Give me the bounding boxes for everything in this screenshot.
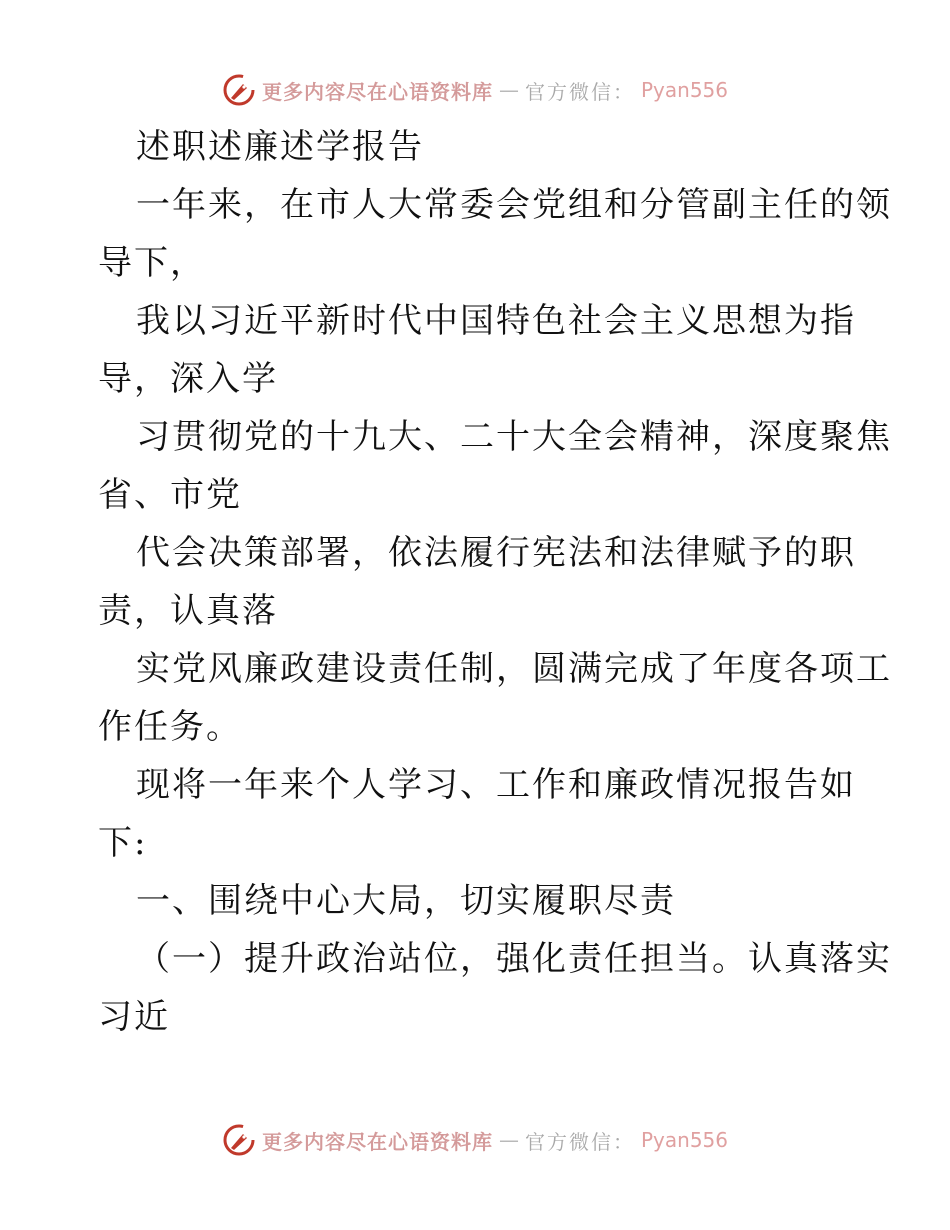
section-heading: 一、围绕中心大局，切实履职尽责 <box>136 881 676 921</box>
paragraph-line: 习近 <box>98 997 170 1037</box>
paragraph-line: 我以习近平新时代中国特色社会主义思想为指 <box>136 301 856 341</box>
footer-watermark <box>0 1120 950 1160</box>
paragraph-line: 导下， <box>98 243 206 283</box>
pen-nib-logo-icon <box>222 1123 256 1157</box>
paragraph-line: 省、市党 <box>98 475 242 515</box>
paragraph-line: 代会决策部署，依法履行宪法和法律赋予的职 <box>136 533 856 573</box>
watermark-separator: — <box>498 78 519 102</box>
watermark-separator: — <box>498 1128 519 1152</box>
paragraph-line: 导，深入学 <box>98 359 278 399</box>
document-body <box>98 118 892 1046</box>
paragraph-line: 现将一年来个人学习、工作和廉政情况报告如 <box>136 765 856 805</box>
paragraph-line: 实党风廉政建设责任制，圆满完成了年度各项工 <box>136 649 892 689</box>
watermark-wechat-id: Pyan556 <box>640 78 728 102</box>
pen-nib-logo-icon <box>222 73 256 107</box>
watermark-official-label: 官方微信： <box>524 79 635 104</box>
watermark-official-label: 官方微信： <box>524 1129 635 1154</box>
paragraph-line: （一）提升政治站位，强化责任担当。认真落实 <box>136 939 892 979</box>
paragraph-line: 下: <box>98 823 148 863</box>
paragraph-line: 习贯彻党的十九大、二十大全会精神，深度聚焦 <box>136 417 892 457</box>
watermark-brand: 更多内容尽在心语资料库 <box>261 79 493 104</box>
document-title: 述职述廉述学报告 <box>136 127 424 167</box>
watermark-brand: 更多内容尽在心语资料库 <box>261 1129 493 1154</box>
header-watermark <box>0 70 950 110</box>
watermark-wechat-id: Pyan556 <box>640 1128 728 1152</box>
paragraph-line: 一年来，在市人大常委会党组和分管副主任的领 <box>136 185 892 225</box>
paragraph-line: 责，认真落 <box>98 591 278 631</box>
paragraph-line: 作任务。 <box>98 707 242 747</box>
